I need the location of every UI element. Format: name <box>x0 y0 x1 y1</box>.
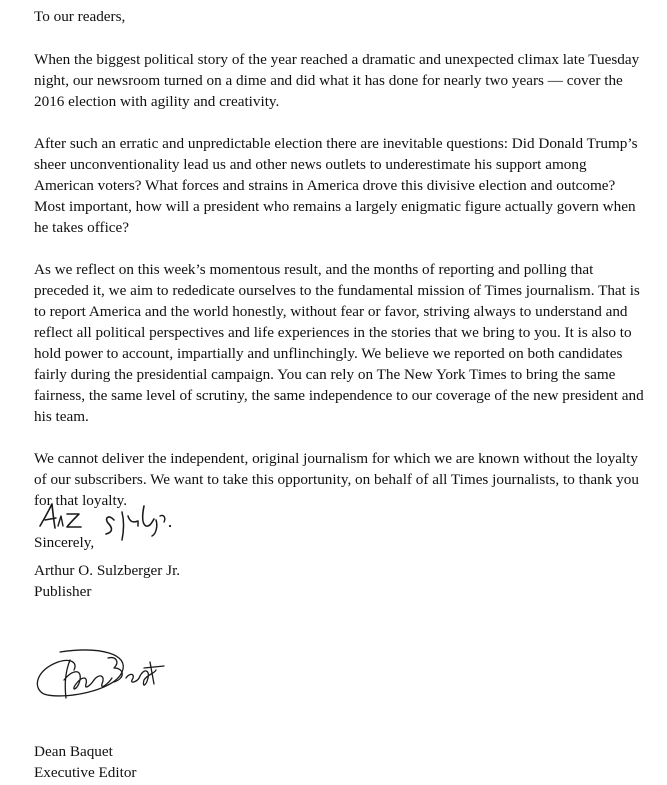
salutation: To our readers, <box>34 8 126 25</box>
signer-title-executive-editor: Executive Editor <box>34 764 137 781</box>
closing: Sincerely, <box>34 534 95 551</box>
signer-block-editor <box>34 741 136 783</box>
letter-paragraph-4: We cannot deliver the independent, original journalism for which we are known without the loyalty of our subscribers. We want to take this opportunity, on behalf of all Times journalists, to thank you for that loyalty. <box>34 450 639 509</box>
letter-paragraph-2: After such an erratic and unpredictable election there are inevitable questions: Did Donald Trump’s sheer unconventionality lead us and other news outlets to underestimate his support among American voters? What forces and strains in America drove this divisive election and outcome? Most important, how will a president who remains a largely enigmatic figure actually govern when he takes office? <box>34 135 638 236</box>
signature-sulzberger <box>34 492 234 544</box>
letter-body <box>34 6 649 553</box>
signer-title-publisher: Publisher <box>34 583 92 600</box>
signature-baquet <box>30 640 180 710</box>
signer-name-baquet: Dean Baquet <box>34 743 113 760</box>
signer-name-sulzberger: Arthur O. Sulzberger Jr. <box>34 562 181 579</box>
letter-paragraph-3: As we reflect on this week’s momentous result, and the months of reporting and polling that preceded it, we aim to rededicate ourselves to the fundamental mission of Times journalism. That is to report America and the world honestly, without fear or favor, striving always to understand and reflect all political perspectives and life experiences in the stories that we bring to you. It is also to hold power to account, impartially and unflinchingly. We believe we reported on both candidates fairly during the presidential campaign. You can rely on The New York Times to bring the same fairness, the same level of scrutiny, the same independence to our coverage of the new president and his team. <box>34 261 644 425</box>
letter-paragraph-1: When the biggest political story of the year reached a dramatic and unexpected climax late Tuesday night, our newsroom turned on a dime and did what it has done for nearly two years — cover the 2016 election with agility and creativity. <box>34 51 640 110</box>
signer-block-publisher <box>34 560 180 602</box>
